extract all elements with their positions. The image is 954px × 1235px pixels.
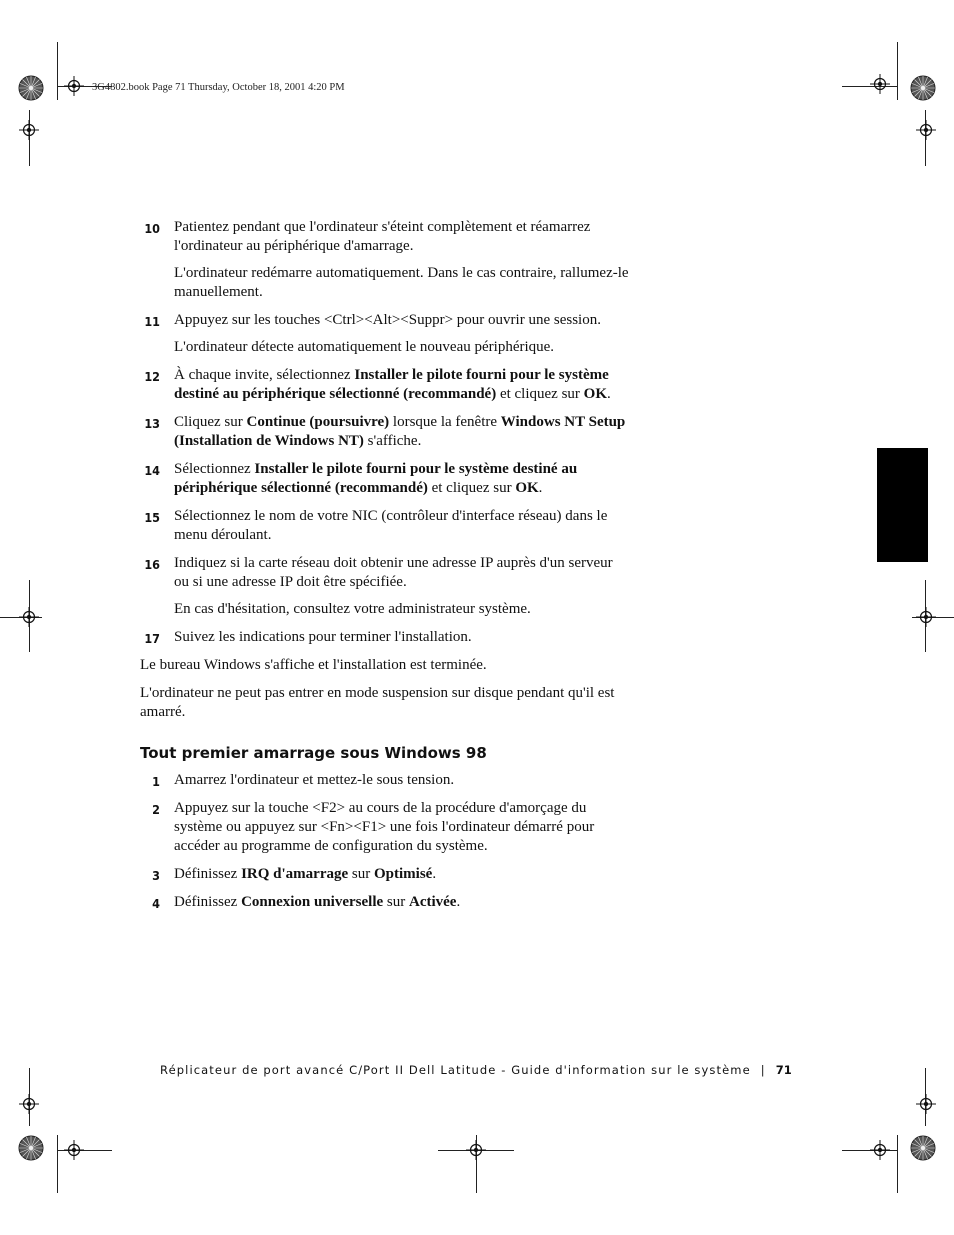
step-text bbox=[174, 865, 630, 884]
body-paragraph: Le bureau Windows s'affiche et l'installation est terminée. bbox=[140, 657, 487, 673]
main-content bbox=[140, 218, 630, 921]
step-text bbox=[174, 460, 630, 498]
step-16 bbox=[140, 554, 630, 619]
text-run: . bbox=[538, 480, 543, 496]
step-11 bbox=[140, 311, 630, 357]
step-4 bbox=[140, 893, 630, 912]
step-12 bbox=[140, 366, 630, 404]
step-number: 12 bbox=[144, 369, 160, 384]
page-footer bbox=[160, 1063, 830, 1077]
text-run: Définissez bbox=[174, 894, 242, 910]
text-run: sur bbox=[348, 866, 374, 882]
step-number: 11 bbox=[144, 314, 160, 329]
text-run: À chaque invite, sélectionnez bbox=[174, 367, 355, 383]
text-run: sur bbox=[383, 894, 409, 910]
step-number: 3 bbox=[152, 868, 160, 883]
step-number: 2 bbox=[152, 802, 160, 817]
step-number: 13 bbox=[144, 416, 160, 431]
ui-option-label: IRQ d'amarrage bbox=[241, 866, 349, 882]
footer-separator: | bbox=[760, 1063, 766, 1077]
text-run: lorsque la fenêtre bbox=[389, 414, 501, 430]
step-10 bbox=[140, 218, 630, 302]
crop-line bbox=[897, 42, 898, 100]
step-text: Appuyez sur les touches <Ctrl><Alt><Suppr> pour ouvrir une session. bbox=[174, 312, 601, 328]
crosshair-icon bbox=[916, 120, 936, 140]
step-3 bbox=[140, 865, 630, 884]
step-number: 14 bbox=[144, 463, 160, 478]
step-text: Appuyez sur la touche <F2> au cours de la procédure d'amorçage du système ou appuyez sur <Fn><F1> une fois l'ordinateur démarré pour accéder au programme de configuration du système. bbox=[174, 800, 595, 854]
step-text: Sélectionnez le nom de votre NIC (contrôleur d'interface réseau) dans le menu déroulant. bbox=[174, 508, 608, 543]
body-paragraph: L'ordinateur ne peut pas entrer en mode suspension sur disque pendant qu'il est amarré. bbox=[140, 685, 615, 720]
ui-option-label: Installer le pilote fourni pour le système destiné au périphérique sélectionné (recommandé) bbox=[174, 461, 578, 496]
step-number: 16 bbox=[144, 557, 160, 572]
crosshair-icon bbox=[19, 120, 39, 140]
ui-value-label: Activée bbox=[409, 894, 457, 910]
rosette-icon bbox=[910, 75, 936, 101]
text-run: Sélectionnez bbox=[174, 461, 255, 477]
step-note: En cas d'hésitation, consultez votre administrateur système. bbox=[174, 601, 531, 617]
crop-line bbox=[57, 42, 58, 100]
step-2 bbox=[140, 799, 630, 856]
text-run: et cliquez sur bbox=[496, 386, 584, 402]
chapter-tab bbox=[877, 448, 928, 562]
step-15 bbox=[140, 507, 630, 545]
ui-option-label: Installer le pilote fourni pour le système destiné au périphérique sélectionné (recommandé) bbox=[174, 367, 609, 402]
step-text bbox=[174, 413, 630, 451]
crosshair-icon bbox=[64, 1140, 84, 1160]
crosshair-icon bbox=[19, 1094, 39, 1114]
step-text bbox=[174, 366, 630, 404]
step-text bbox=[174, 893, 630, 912]
text-run: . bbox=[432, 866, 437, 882]
crop-line bbox=[897, 1135, 898, 1193]
section-heading: Tout premier amarrage sous Windows 98 bbox=[140, 744, 487, 762]
crosshair-icon bbox=[466, 1140, 486, 1160]
footer-title: Réplicateur de port avancé C/Port II Dell Latitude - Guide d'information sur le système bbox=[160, 1063, 751, 1077]
text-run: s'affiche. bbox=[363, 433, 422, 449]
rosette-icon bbox=[18, 75, 44, 101]
rosette-icon bbox=[910, 1135, 936, 1161]
crosshair-icon bbox=[870, 1140, 890, 1160]
text-run: Définissez bbox=[174, 866, 242, 882]
text-run: Cliquez sur bbox=[174, 414, 247, 430]
crop-line bbox=[57, 1135, 58, 1193]
step-note: L'ordinateur détecte automatiquement le nouveau périphérique. bbox=[174, 339, 555, 355]
step-number: 4 bbox=[152, 896, 160, 911]
ui-button-label: OK bbox=[515, 480, 539, 496]
step-note: L'ordinateur redémarre automatiquement. Dans le cas contraire, rallumez-le manuellement. bbox=[174, 265, 629, 300]
ui-option-label: Connexion universelle bbox=[241, 894, 384, 910]
text-run: et cliquez sur bbox=[427, 480, 516, 496]
step-text: Patientez pendant que l'ordinateur s'éteint complètement et réamarrez l'ordinateur au périphérique d'amarrage. bbox=[174, 219, 591, 254]
text-run: . bbox=[607, 386, 611, 402]
step-number: 1 bbox=[152, 774, 160, 789]
ui-button-label: OK bbox=[583, 386, 607, 402]
text-run: . bbox=[456, 894, 461, 910]
crosshair-icon bbox=[19, 607, 39, 627]
page-number: 71 bbox=[775, 1063, 792, 1077]
crosshair-icon bbox=[916, 607, 936, 627]
ui-window-label: Windows NT Setup (Installation de Windows NT) bbox=[174, 414, 626, 449]
step-number: 10 bbox=[144, 221, 160, 236]
step-1 bbox=[140, 771, 630, 790]
ui-button-label: Continue (poursuivre) bbox=[246, 414, 390, 430]
step-text: Indiquez si la carte réseau doit obtenir une adresse IP auprès d'un serveur ou si une adresse IP doit être spécifiée. bbox=[174, 555, 613, 590]
step-number: 17 bbox=[144, 631, 160, 646]
crosshair-icon bbox=[916, 1094, 936, 1114]
rosette-icon bbox=[18, 1135, 44, 1161]
step-number: 15 bbox=[144, 510, 160, 525]
step-17 bbox=[140, 628, 630, 647]
step-text: Suivez les indications pour terminer l'installation. bbox=[174, 629, 472, 645]
print-header-info: 3G4802.book Page 71 Thursday, October 18, 2001 4:20 PM bbox=[92, 82, 345, 93]
ui-value-label: Optimisé bbox=[373, 866, 433, 882]
step-13 bbox=[140, 413, 630, 451]
crosshair-icon bbox=[870, 74, 890, 94]
step-text: Amarrez l'ordinateur et mettez-le sous tension. bbox=[174, 772, 455, 788]
crosshair-icon bbox=[64, 76, 84, 96]
step-14 bbox=[140, 460, 630, 498]
